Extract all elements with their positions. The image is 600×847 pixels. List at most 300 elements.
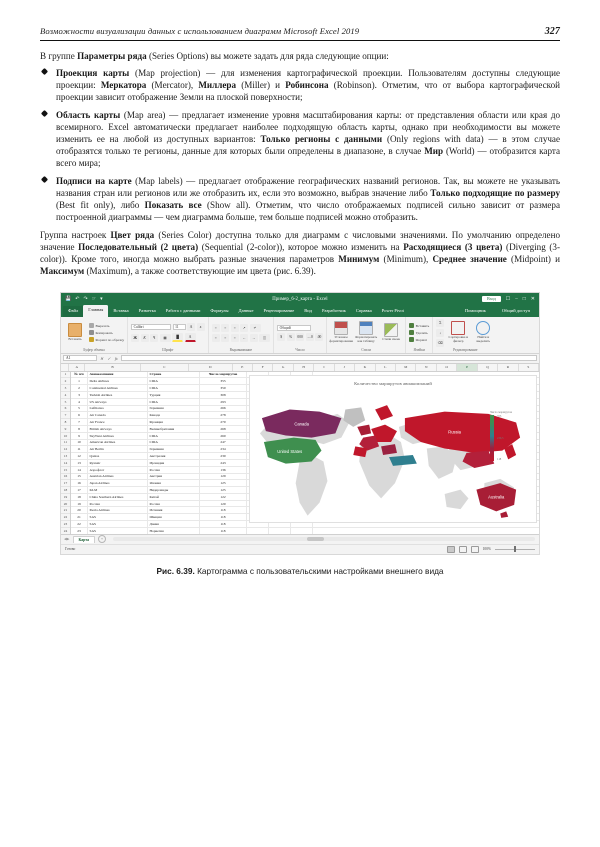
shrink-font-icon[interactable]: a	[197, 323, 205, 331]
bullet-english: (Map area)	[120, 109, 166, 120]
copy-icon	[89, 330, 94, 335]
list-item	[40, 175, 560, 224]
column-header-M[interactable]: M	[396, 364, 416, 371]
excel-window	[60, 292, 540, 555]
cell-airline[interactable]: US Airways	[88, 399, 148, 405]
ribbon-group-number	[274, 317, 327, 353]
formula-input[interactable]	[121, 355, 537, 362]
row-header[interactable]: 3	[61, 385, 70, 392]
cell-airline[interactable]: British Airways	[88, 426, 148, 432]
cell-styles-label: Стили ячеек	[382, 337, 400, 342]
cell-routes[interactable]: 260	[200, 433, 247, 439]
para-b1: Цвет ряда	[110, 229, 155, 240]
cell-styles-icon	[384, 323, 398, 337]
table-row[interactable]	[71, 528, 539, 534]
ribbon-group-alignment	[209, 317, 275, 353]
indent-increase-icon[interactable]: →	[250, 334, 258, 342]
row-header[interactable]: 16	[61, 474, 70, 481]
ribbon-tabs[interactable]	[61, 306, 539, 317]
bullet-body: — для изменения картографической проекции. Пользователям доступны следующие проекции:	[56, 67, 561, 90]
find-select-icon	[476, 321, 490, 335]
group-label-font: Шрифт	[162, 347, 174, 352]
row-header[interactable]: 1	[61, 372, 70, 379]
list-item	[40, 67, 560, 103]
para-t3: (Sequential (2-color)), которое можно изменить на	[198, 242, 404, 253]
cell-routes[interactable]: 129	[200, 474, 247, 480]
align-left-icon[interactable]: ≡	[212, 334, 220, 342]
fill-color-icon[interactable]: █	[172, 333, 183, 342]
cell-airline[interactable]: KLM	[88, 487, 148, 493]
column-header-P[interactable]: P	[457, 364, 477, 371]
row-header[interactable]: 23	[61, 521, 70, 528]
cell-airline[interactable]: Qantas	[88, 453, 148, 459]
cell-n[interactable]: 12	[71, 453, 88, 459]
cell-airline[interactable]: SAS	[88, 521, 148, 527]
tab-data-tools[interactable]: Работа с данными	[165, 307, 201, 313]
bullet-english: (Map projection)	[129, 67, 201, 78]
cell-routes[interactable]: 125	[200, 487, 247, 493]
region-russia[interactable]	[405, 411, 520, 452]
bullet-eng-1: (Only regions with data) — в этом случае отобразятся только те регионы, данные для которых были определены в диапазоне, в случае	[56, 133, 561, 156]
italic-icon[interactable]: К	[141, 334, 149, 342]
font-color-icon[interactable]: A	[185, 333, 196, 342]
cell-routes[interactable]: 230	[200, 453, 247, 459]
cell-n[interactable]: 2	[71, 385, 88, 391]
cell-airline[interactable]: Continental Airlines	[88, 385, 148, 391]
diamond-bullet-icon	[41, 176, 48, 183]
format-as-table-label: Форматировать как таблицу	[354, 335, 378, 344]
cell-country[interactable]: Япония	[148, 480, 200, 486]
cell-n[interactable]: 15	[71, 474, 88, 480]
row-header[interactable]: 24	[61, 528, 70, 534]
column-header-D[interactable]: D	[189, 364, 233, 371]
ribbon-display-options-icon[interactable]: ☐	[505, 297, 511, 303]
row-header[interactable]: 5	[61, 399, 70, 406]
bullet-bold-1: Только подходящие по размеру	[430, 187, 560, 198]
para-t6: (Midpoint) и	[506, 254, 561, 265]
row-header[interactable]: 17	[61, 480, 70, 487]
region-europe-uk[interactable]	[357, 424, 371, 435]
paste-icon	[68, 323, 82, 337]
map-label-australia: Australia	[488, 493, 505, 499]
cell-n[interactable]: 4	[71, 399, 88, 405]
cell-airline[interactable]: Air Berlin	[88, 446, 148, 452]
column-header-E[interactable]: E	[233, 364, 253, 371]
increase-decimal-icon[interactable]: →.0	[306, 334, 313, 339]
tab-developer[interactable]: Разработчик	[321, 307, 346, 313]
cell-airline[interactable]: China Southern Airlines	[88, 494, 148, 500]
cell-routes[interactable]: 308	[200, 392, 247, 398]
format-painter-label: Формат по образцу	[95, 337, 125, 342]
cell-airline[interactable]: SAS	[88, 528, 148, 534]
cell-country[interactable]: Дания	[148, 521, 200, 527]
cell-airline[interactable]: Россия	[88, 501, 148, 507]
tab-insert[interactable]: Вставка	[113, 307, 129, 313]
align-middle-icon[interactable]: ≡	[221, 324, 229, 332]
group-label-number: Число	[295, 347, 305, 352]
tab-home[interactable]: Главная	[83, 305, 108, 317]
redo-icon[interactable]: ↷	[83, 296, 88, 302]
underline-icon[interactable]: Ч	[150, 334, 158, 342]
row-header[interactable]: 9	[61, 426, 70, 433]
save-icon[interactable]: 💾	[65, 296, 72, 302]
cell-airline[interactable]: Turkish Airlines	[88, 392, 148, 398]
cell-routes[interactable]: 270	[200, 419, 247, 425]
fill-icon[interactable]: ↓	[436, 329, 444, 337]
name-box[interactable]: A1	[63, 355, 97, 362]
cell-routes[interactable]: 136	[200, 467, 247, 473]
cell-country[interactable]: Германия	[148, 446, 200, 452]
cell-n[interactable]: 20	[71, 507, 88, 513]
grow-font-icon[interactable]: A	[187, 323, 195, 331]
row-header[interactable]: 7	[61, 412, 70, 419]
cell-n[interactable]: 17	[71, 487, 88, 493]
cell-country[interactable]: Нидерланды	[148, 487, 200, 493]
status-ready-label: Готово	[65, 547, 76, 552]
row-header[interactable]: 4	[61, 392, 70, 399]
conditional-formatting-button[interactable]	[330, 321, 352, 343]
ribbon-group-clipboard	[61, 317, 128, 353]
font-size-box[interactable]: 11	[173, 324, 186, 330]
sort-filter-label: Сортировка и фильтр	[448, 335, 469, 344]
map-chart[interactable]	[249, 375, 537, 523]
cell-routes[interactable]: 278	[200, 412, 247, 418]
undo-icon[interactable]: ↶	[75, 296, 80, 302]
row-header[interactable]: 21	[61, 507, 70, 514]
row-header[interactable]: 6	[61, 406, 70, 413]
align-top-icon[interactable]: ≡	[212, 324, 220, 332]
insert-cells-button[interactable]	[409, 323, 429, 328]
cell-n[interactable]: 23	[71, 528, 88, 534]
bullet-bold-2: Показать все	[144, 200, 202, 211]
cell-n[interactable]: 21	[71, 514, 88, 520]
insert-function-icon[interactable]: fx	[114, 355, 118, 361]
cell-country[interactable]: Франция	[148, 419, 200, 425]
insert-cells-label: Вставить	[415, 323, 430, 328]
legend-tick-mid: 236,5	[497, 435, 504, 440]
cell-country[interactable]: Ирландия	[148, 460, 200, 466]
cell-country[interactable]: США	[148, 385, 200, 391]
tab-data[interactable]: Данные	[238, 307, 254, 313]
cell-n[interactable]: 11	[71, 446, 88, 452]
cell-airline[interactable]: Iberia Airlines	[88, 507, 148, 513]
empty-cell[interactable]	[291, 528, 313, 534]
column-header-O[interactable]: O	[437, 364, 457, 371]
cell-n[interactable]: 13	[71, 460, 88, 466]
column-header-C[interactable]: C	[141, 364, 189, 371]
map-label-canada: Canada	[294, 421, 309, 427]
add-sheet-button[interactable]: +	[98, 535, 106, 543]
close-icon[interactable]: ✕	[530, 297, 535, 303]
tab-power-pivot[interactable]: Power Pivot	[381, 307, 404, 313]
cell-n[interactable]: 1	[71, 378, 88, 384]
enter-icon[interactable]: ✓	[107, 355, 111, 361]
column-header-J[interactable]: J	[335, 364, 355, 371]
horizontal-scrollbar[interactable]	[113, 537, 535, 541]
cell-country[interactable]: Германия	[148, 406, 200, 412]
decrease-decimal-icon[interactable]: .00	[316, 334, 322, 339]
cell-routes[interactable]: 293	[200, 399, 247, 405]
bullet-bold-1: Меркатора	[100, 79, 147, 90]
row-header[interactable]: 8	[61, 419, 70, 426]
cut-button[interactable]	[89, 323, 124, 328]
sheet-tab-karta[interactable]: Карта	[73, 536, 95, 543]
cell-airline[interactable]: Аэрофлот	[88, 467, 148, 473]
column-header-A[interactable]: A	[69, 364, 85, 371]
format-painter-icon	[89, 337, 94, 342]
column-header-S[interactable]: S	[519, 364, 539, 371]
bullet-body: — предлагает отображение географических названий регионов. Так, вы можете не указывать названия стран или регионов или же отобразить их, если это возможно, выбрав значение либо	[56, 175, 560, 198]
cell-airline[interactable]: SAS	[88, 514, 148, 520]
cell-styles-button[interactable]	[380, 323, 402, 342]
cell-airline[interactable]: Japan Airlines	[88, 480, 148, 486]
delete-cells-button[interactable]	[409, 330, 429, 335]
tab-formulas[interactable]: Формулы	[210, 307, 229, 313]
row-header[interactable]: 11	[61, 440, 70, 447]
share-button[interactable]: Общий доступ	[501, 307, 530, 313]
autosum-icon[interactable]: Σ	[436, 319, 444, 327]
row-headers	[61, 372, 71, 534]
cell-airline[interactable]: American Airlines	[88, 440, 148, 446]
column-header-N[interactable]: N	[416, 364, 436, 371]
ribbon-group-editing	[433, 317, 497, 353]
clear-icon[interactable]: ⌫	[437, 340, 443, 345]
number-format-box[interactable]: Общий	[277, 325, 311, 331]
bullet-eng-2: (Show all). Отметим, что число отображаемых подписей сильно зависит от размера построенной диаграммы — чем диаграмма больше, тем больше подписей можно отобразить.	[56, 200, 560, 223]
percent-icon[interactable]: %	[287, 333, 295, 341]
tab-file[interactable]: Файл	[63, 306, 83, 317]
cell-routes[interactable]: 355	[200, 378, 247, 384]
column-header-Q[interactable]: Q	[478, 364, 498, 371]
touch-mode-icon[interactable]: ☞	[91, 296, 97, 302]
para-t1: Группа настроек	[40, 229, 111, 240]
conditional-formatting-label: Условное форматирование	[329, 335, 354, 344]
zoom-slider[interactable]	[495, 549, 535, 550]
page-layout-icon[interactable]	[459, 546, 467, 553]
sheet-body	[71, 372, 539, 534]
cell-country[interactable]: США	[148, 378, 200, 384]
row-header[interactable]: 15	[61, 467, 70, 474]
tab-help[interactable]: Справка	[355, 307, 372, 313]
cell-routes[interactable]: 243	[200, 460, 247, 466]
row-header[interactable]: 18	[61, 487, 70, 494]
column-header-K[interactable]: K	[355, 364, 375, 371]
row-header[interactable]: 12	[61, 446, 70, 453]
bullet-bold-3: Робинсона	[285, 79, 329, 90]
intro-paragraph	[40, 50, 560, 62]
running-head	[40, 26, 560, 40]
tab-page-layout[interactable]: Разметка	[138, 307, 156, 313]
bullet-term: Область карты	[56, 109, 121, 120]
align-right-icon[interactable]: ≡	[231, 334, 239, 342]
bullet-body: — предлагает изменение уровня масштабирования карты: от представления области или края до всемирного. Excel автоматически предлагает наиболее подходящую область карты, однако при необходимости вы можете изменить ее на любой из доступных вариантов:	[56, 109, 560, 144]
cut-icon	[89, 323, 94, 328]
row-header[interactable]: 13	[61, 453, 70, 460]
sheet-nav-arrows[interactable]: ◀▶	[64, 537, 70, 542]
format-painter-button[interactable]	[89, 337, 124, 342]
sort-filter-button[interactable]	[447, 321, 469, 343]
cell-n[interactable]: 6	[71, 412, 88, 418]
customize-qat-icon[interactable]: ▾	[100, 296, 103, 302]
paste-button[interactable]	[64, 323, 86, 342]
font-name-box[interactable]: Calibri	[131, 324, 171, 330]
tell-me-box[interactable]: Помощник	[464, 307, 486, 313]
page-break-icon[interactable]	[471, 546, 479, 553]
row-header[interactable]: 20	[61, 501, 70, 508]
row-header[interactable]: 2	[61, 378, 70, 385]
cell-country[interactable]: Норвегия	[148, 528, 200, 534]
region-europe-scandinavia[interactable]	[375, 405, 393, 420]
column-header-H[interactable]: H	[294, 364, 314, 371]
indent-decrease-icon[interactable]: ←	[240, 334, 248, 342]
column-header-B[interactable]: B	[85, 364, 141, 371]
row-header[interactable]: 10	[61, 433, 70, 440]
row-header[interactable]: 22	[61, 514, 70, 521]
cell-routes[interactable]: 125	[200, 480, 247, 486]
cell-routes[interactable]: 118	[200, 528, 247, 534]
zoom-level-label[interactable]: 100%	[482, 547, 491, 552]
document-title: Пример_6-2_карта - Excel	[272, 296, 328, 302]
cell-n[interactable]: 7	[71, 419, 88, 425]
copy-button[interactable]	[89, 330, 124, 335]
map-label-russia: Russia	[448, 428, 461, 434]
cell-n[interactable]: 22	[71, 521, 88, 527]
cell-airline[interactable]: Air Canada	[88, 412, 148, 418]
grid-rows	[61, 372, 539, 534]
cell-routes[interactable]: 234	[200, 446, 247, 452]
figure-6-39	[40, 292, 560, 576]
cell-country[interactable]: Испания	[148, 507, 200, 513]
cell-n[interactable]: 14	[71, 467, 88, 473]
column-header-I[interactable]: I	[314, 364, 334, 371]
row-header[interactable]: 19	[61, 494, 70, 501]
list-item	[40, 109, 560, 170]
cell-routes[interactable]: 266	[200, 406, 247, 412]
format-as-table-button[interactable]	[355, 321, 377, 343]
select-all-corner[interactable]	[61, 364, 69, 371]
minimize-icon[interactable]: –	[515, 296, 518, 302]
sign-in-button[interactable]: Вход	[482, 296, 501, 302]
column-header-F[interactable]: F	[253, 364, 273, 371]
chart-title: Количество маршрутов авиакомпаний	[354, 380, 432, 386]
cell-airline[interactable]: Austrian Airlines	[88, 474, 148, 480]
empty-cell[interactable]	[247, 528, 269, 534]
column-header-R[interactable]: R	[498, 364, 518, 371]
cell-n[interactable]: 8	[71, 426, 88, 432]
restore-icon[interactable]: □	[522, 296, 526, 302]
format-cells-button[interactable]	[409, 337, 429, 342]
cell-routes[interactable]: 120	[200, 501, 247, 507]
cell-country[interactable]: Великобритания	[148, 426, 200, 432]
cell-country[interactable]: Канада	[148, 412, 200, 418]
figure-number: Рис. 6.39.	[156, 565, 195, 576]
bullet-bold-2: Миллера	[198, 79, 237, 90]
header-cell-n: № п/п	[71, 372, 88, 378]
cell-routes[interactable]: 122	[200, 494, 247, 500]
orientation-icon[interactable]: ↗	[240, 324, 248, 332]
cell-country[interactable]: Турция	[148, 392, 200, 398]
cell-country[interactable]: Австралия	[148, 453, 200, 459]
cancel-icon[interactable]: ✕	[100, 355, 104, 361]
ribbon-home	[61, 317, 539, 354]
find-select-button[interactable]	[472, 321, 494, 343]
group-label-styles: Стили	[361, 347, 371, 352]
cell-airline[interactable]: Lufthansa	[88, 406, 148, 412]
cell-routes[interactable]: 118	[200, 507, 247, 513]
cell-n[interactable]: 16	[71, 480, 88, 486]
wrap-text-icon[interactable]: ↵	[250, 324, 261, 332]
tab-view[interactable]: Вид	[304, 307, 312, 313]
para-b2: Последовательный (2 цвета)	[78, 242, 199, 253]
cell-n[interactable]: 3	[71, 392, 88, 398]
cell-routes[interactable]: 350	[200, 385, 247, 391]
cell-country[interactable]: Швеция	[148, 514, 200, 520]
cell-n[interactable]: 19	[71, 501, 88, 507]
comma-icon[interactable]: 000	[297, 334, 303, 339]
bold-icon[interactable]: Ж	[131, 334, 139, 342]
currency-icon[interactable]: $	[277, 333, 285, 341]
column-header-G[interactable]: G	[273, 364, 293, 371]
cell-country[interactable]: США	[148, 399, 200, 405]
para-b3: Расходящиеся (3 цвета)	[403, 242, 503, 253]
tab-review[interactable]: Рецензирование	[263, 307, 295, 313]
region-tasmania[interactable]	[500, 511, 508, 517]
cell-country[interactable]: Австрия	[148, 474, 200, 480]
status-bar-right	[447, 546, 535, 553]
diamond-bullet-icon	[41, 68, 48, 75]
empty-cell[interactable]	[269, 528, 291, 534]
header-rule	[40, 40, 560, 41]
excel-title-bar	[61, 293, 539, 306]
group-label-clipboard: Буфер обмена	[83, 347, 105, 352]
cell-country[interactable]: Россия	[148, 467, 200, 473]
cell-routes[interactable]: 247	[200, 440, 247, 446]
align-center-icon[interactable]: ≡	[221, 334, 229, 342]
cell-airline[interactable]: Ryanair	[88, 460, 148, 466]
zoom-slider-knob[interactable]	[514, 546, 516, 552]
align-bottom-icon[interactable]: ≡	[231, 324, 239, 332]
cell-country[interactable]: Россия	[148, 501, 200, 507]
borders-icon[interactable]: ▦	[160, 334, 171, 342]
bullet-bold-1: Только регионы с данными	[260, 133, 383, 144]
para-b4: Минимум	[338, 254, 380, 265]
cell-country[interactable]: Китай	[148, 494, 200, 500]
cell-routes[interactable]: 268	[200, 426, 247, 432]
cell-n[interactable]: 10	[71, 440, 88, 446]
cell-airline[interactable]: Delta Airlines	[88, 378, 148, 384]
merge-cells-icon[interactable]: ◫	[259, 334, 270, 342]
cell-airline[interactable]: SkyWest Airlines	[88, 433, 148, 439]
scrollbar-thumb[interactable]	[307, 537, 324, 541]
normal-view-icon[interactable]	[447, 546, 455, 553]
cell-n[interactable]: 5	[71, 406, 88, 412]
cell-country[interactable]: США	[148, 433, 200, 439]
cell-n[interactable]: 18	[71, 494, 88, 500]
cell-airline[interactable]: Air France	[88, 419, 148, 425]
cell-routes[interactable]: 118	[200, 514, 247, 520]
row-header[interactable]: 14	[61, 460, 70, 467]
bullet-term: Подписи на карте	[56, 175, 132, 186]
worksheet-grid[interactable]	[61, 364, 539, 534]
bullet-english: (Map labels)	[131, 175, 183, 186]
figure-caption-text: Картограмма с пользовательскими настройками внешнего вида	[194, 565, 444, 576]
options-list	[40, 67, 560, 224]
cell-routes[interactable]: 118	[200, 521, 247, 527]
cell-country[interactable]: США	[148, 440, 200, 446]
para-b6: Максимум	[40, 266, 85, 277]
column-header-L[interactable]: L	[376, 364, 396, 371]
cell-n[interactable]: 9	[71, 433, 88, 439]
